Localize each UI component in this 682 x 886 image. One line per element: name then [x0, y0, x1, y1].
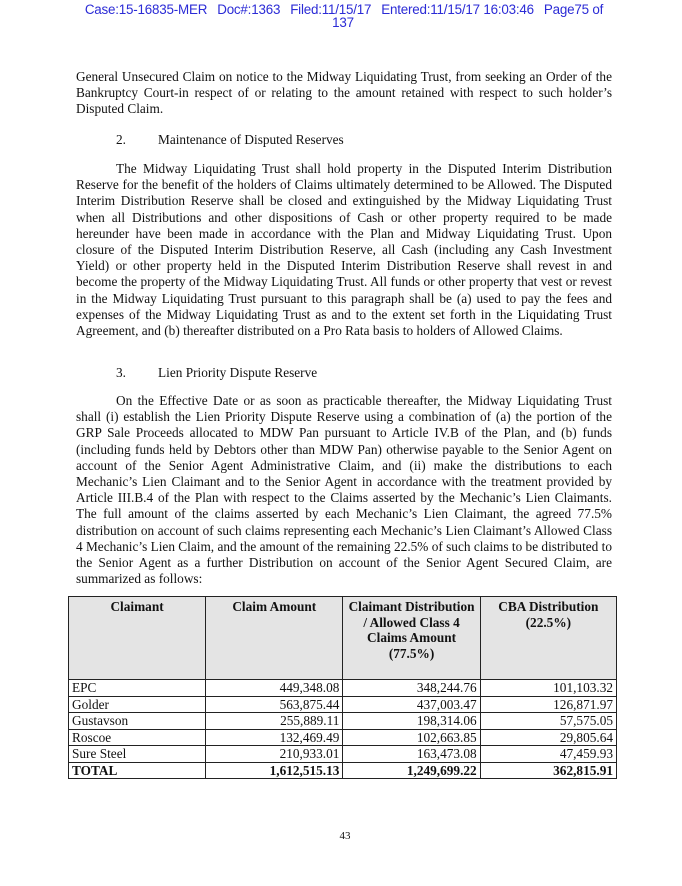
table-row — [69, 729, 617, 746]
section-number: 2. — [116, 132, 126, 147]
cell-claim-amount: 563,875.44 — [206, 696, 343, 713]
cell-claimant: Golder — [69, 696, 206, 713]
cell-total-cba-distribution: 362,815.91 — [480, 762, 616, 779]
cell-cba-distribution: 101,103.32 — [480, 680, 616, 697]
cell-claimant: Sure Steel — [69, 746, 206, 763]
stamp-doc: Doc#:1363 — [217, 2, 281, 17]
cell-claimant-distribution: 348,244.76 — [343, 680, 480, 697]
cell-claimant: EPC — [69, 680, 206, 697]
page-number: 43 — [339, 830, 351, 842]
section-heading-2 — [116, 132, 344, 148]
stamp-filed: Filed:11/15/17 — [290, 2, 372, 17]
stamp-case: Case:15-16835-MER — [84, 2, 208, 17]
table-row — [69, 746, 617, 763]
court-filing-header-stamp — [0, 3, 682, 29]
table-row — [69, 696, 617, 713]
claims-summary-table — [68, 596, 617, 779]
table-row — [69, 680, 617, 697]
cell-claim-amount: 255,889.11 — [206, 713, 343, 730]
paragraph-continuation: General Unsecured Claim on notice to the Midway Liquidating Trust, from seeking an Order of the Bankruptcy Court-in respect of or relating to the amount retained with respect to such holder’s Disputed Claim. — [76, 69, 612, 117]
header-claimant: Claimant — [69, 597, 206, 680]
cell-claimant: Roscoe — [69, 729, 206, 746]
stamp-page: Page75 of — [543, 2, 604, 17]
cell-cba-distribution: 47,459.93 — [480, 746, 616, 763]
paragraph-maintenance-of-reserves: The Midway Liquidating Trust shall hold property in the Disputed Interim Distribution Reserve for the benefit of the holders of Claims ultimately determined to be Allowed. The Disputed Interim Distribution Reserve shall be closed and extinguished by the Midway Liquidating Trust when all Distributions and other dispositions of Cash or other property required to be made hereunder have been made in accordance with the Plan and Midway Liquidating Trust. Upon closure of the Disputed Interim Distribution Reserve, all Cash (including any Cash Investment Yield) or other property held in the Disputed Interim Distribution Reserve shall revest in and become the property of the Midway Liquidating Trust. All funds or other property that vest or revest in the Midway Liquidating Trust pursuant to this paragraph shall be (a) used to pay the fees and expenses of the Midway Liquidating Trust as and to the extent set forth in the Liquidating Trust Agreement, and (b) thereafter distributed on a Pro Rata basis to holders of Allowed Claims. — [76, 161, 612, 339]
cell-claim-amount: 210,933.01 — [206, 746, 343, 763]
table-total-row — [69, 762, 617, 779]
section-heading-3 — [116, 365, 317, 381]
table-header-row — [69, 597, 617, 680]
stamp-page-total: 137 — [332, 15, 354, 30]
cell-cba-distribution: 126,871.97 — [480, 696, 616, 713]
section-title: Maintenance of Disputed Reserves — [158, 132, 344, 147]
header-claim-amount: Claim Amount — [206, 597, 343, 680]
cell-claimant-distribution: 163,473.08 — [343, 746, 480, 763]
cell-claimant: Gustavson — [69, 713, 206, 730]
cell-claimant-distribution: 102,663.85 — [343, 729, 480, 746]
cell-cba-distribution: 57,575.05 — [480, 713, 616, 730]
cell-claim-amount: 449,348.08 — [206, 680, 343, 697]
header-cba-distribution: CBA Distribution (22.5%) — [480, 597, 616, 680]
cell-claimant-distribution: 198,314.06 — [343, 713, 480, 730]
cell-total-claimant-distribution: 1,249,699.22 — [343, 762, 480, 779]
stamp-entered: Entered:11/15/17 16:03:46 — [381, 2, 534, 17]
cell-total-label: TOTAL — [69, 762, 206, 779]
table-row — [69, 713, 617, 730]
cell-claim-amount: 132,469.49 — [206, 729, 343, 746]
cell-total-claim-amount: 1,612,515.13 — [206, 762, 343, 779]
paragraph-lien-priority-reserve: On the Effective Date or as soon as practicable thereafter, the Midway Liquidating Trust shall (i) establish the Lien Priority Dispute Reserve using a combination of (a) the portion of the GRP Sale Proceeds allocated to MDW Pan pursuant to Article IV.B of the Plan, and (b) funds (including funds held by Debtors other than MDW Pan) otherwise payable to the Senior Agent on account of the Senior Agent Administrative Claim, and (ii) make the distributions to each Mechanic’s Lien Claimant and to the Senior Agent in accordance with the treatment provided by Article III.B.4 of the Plan with respect to the Claims asserted by the Mechanic’s Lien Claimants. The full amount of the claims asserted by each Mechanic’s Lien Claimant, the agreed 77.5% distribution on account of such claims representing each Mechanic’s Lien Claimant’s Allowed Class 4 Mechanic’s Lien Claim, and the amount of the remaining 22.5% of such claims to be distributed to the Senior Agent as a further Distribution on account of the Senior Agent Secured Claim, are summarized as follows: — [76, 393, 612, 587]
cell-claimant-distribution: 437,003.47 — [343, 696, 480, 713]
header-claimant-distribution: Claimant Distribution / Allowed Class 4 Claims Amount (77.5%) — [343, 597, 480, 680]
cell-cba-distribution: 29,805.64 — [480, 729, 616, 746]
section-number: 3. — [116, 365, 126, 380]
section-title: Lien Priority Dispute Reserve — [158, 365, 318, 380]
